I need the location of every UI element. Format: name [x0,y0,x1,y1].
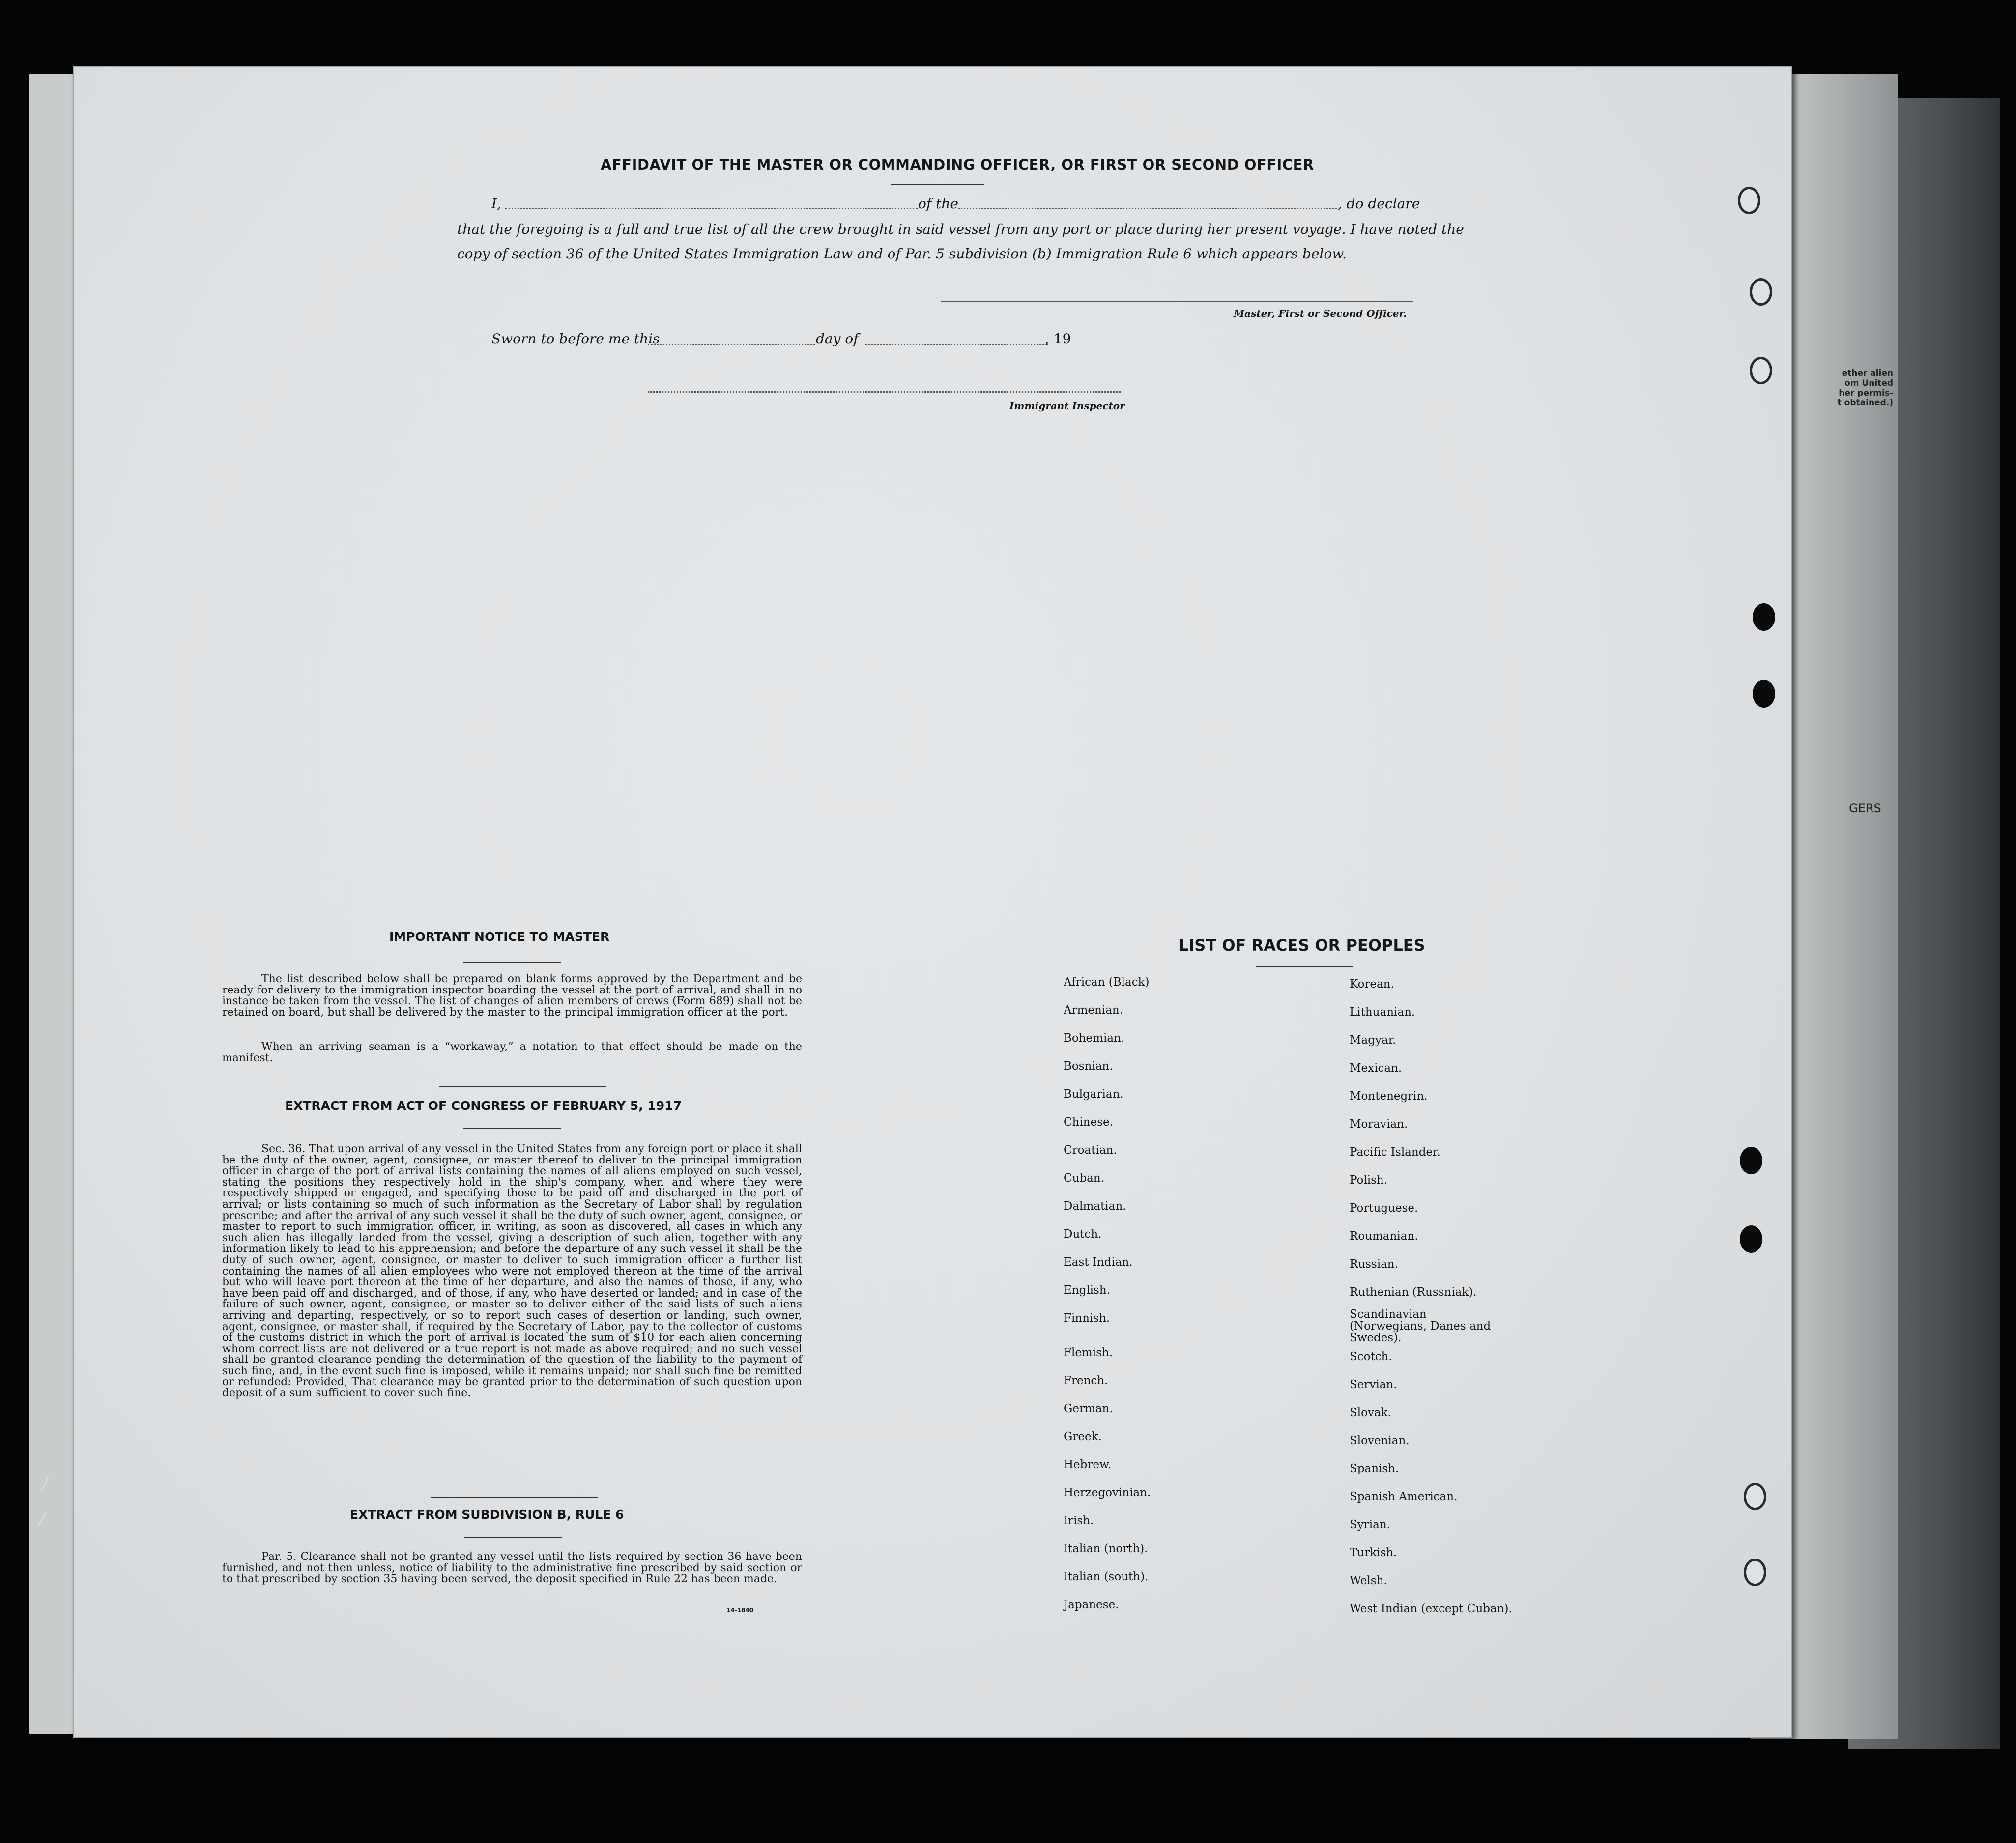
race-left-2: Armenian. [1064,1004,1123,1017]
underlying-text-fragment-3: her permis- [1839,388,1893,398]
act-divider-top [439,1086,606,1087]
race-left-16: German. [1064,1402,1113,1415]
race-left-13: Finnish. [1064,1312,1110,1325]
year-label: , 19 [1045,331,1071,347]
race-left-14: Flemish. [1064,1346,1113,1359]
binder-hole-6 [1740,1147,1762,1174]
underlying-text-fragment-2: om United [1844,378,1893,388]
race-left-11: East Indian. [1064,1256,1133,1269]
binder-hole-3 [1750,357,1772,384]
race-right-23: West Indian (except Cuban). [1350,1602,1512,1615]
rule-divider-top [431,1497,598,1498]
race-left-18: Hebrew. [1064,1458,1112,1471]
race-right-22: Welsh. [1350,1574,1387,1587]
race-left-12: English. [1064,1284,1110,1297]
race-left-5: Bulgarian. [1064,1088,1123,1101]
race-left-6: Chinese. [1064,1116,1113,1129]
edge-pencil-mark-1: / [42,1474,48,1494]
race-left-22: Italian (south). [1064,1570,1149,1583]
race-left-21: Italian (north). [1064,1542,1148,1555]
race-right-15: Servian. [1350,1378,1397,1391]
race-right-2: Lithuanian. [1350,1006,1415,1019]
race-right-12: Ruthenian (Russniak). [1350,1286,1477,1299]
race-right-1: Korean. [1350,978,1394,991]
race-right-3: Magyar. [1350,1034,1396,1047]
binder-hole-4 [1753,603,1775,631]
race-right-6: Moravian. [1350,1118,1408,1131]
race-left-3: Bohemian. [1064,1032,1125,1045]
affidavit-sheet [73,66,1792,1738]
master-caption: Master, First or Second Officer. [1234,308,1407,319]
binder-hole-2 [1750,278,1772,306]
race-right-7: Pacific Islander. [1350,1146,1440,1159]
binder-hole-9 [1744,1559,1766,1586]
affidavit-title: AFFIDAVIT OF THE MASTER OR COMMANDING OFFICER, OR FIRST OR SECOND OFFICER [601,156,1314,173]
race-right-17: Slovenian. [1350,1434,1410,1447]
binder-hole-7 [1740,1225,1762,1253]
act-extract-title: EXTRACT FROM ACT OF CONGRESS OF FEBRUARY 5, 1917 [285,1099,682,1113]
vessel-blank [958,208,1337,209]
race-right-5: Montenegrin. [1350,1090,1428,1103]
race-right-8: Polish. [1350,1174,1388,1187]
underlying-text-fragment-1: ether alien [1842,369,1893,378]
sworn-day-blank [648,344,815,345]
race-left-15: French. [1064,1374,1108,1387]
binder-hole-1 [1738,187,1760,214]
race-right-19: Spanish American. [1350,1490,1458,1503]
race-left-4: Bosnian. [1064,1060,1113,1073]
title-divider [891,184,984,185]
race-left-23: Japanese. [1064,1598,1119,1611]
notice-paragraph-1: The list described below shall be prepared on blank forms approved by the Department and be ready for delivery to the immigration inspector boarding the vessel at the port of arrival, and shall in no instance be taken from the vessel. The list of changes of alien members of crews (Form 689) shall not be retained on board, but shall be delivered by the master to the principal immigration officer at the port. [222,973,802,1019]
act-divider [463,1128,561,1129]
sworn-month-blank [865,344,1048,345]
notice-title: IMPORTANT NOTICE TO MASTER [389,930,610,944]
race-right-18: Spanish. [1350,1462,1399,1475]
day-of-label: day of [816,331,859,347]
rule-extract-title: EXTRACT FROM SUBDIVISION B, RULE 6 [350,1507,624,1522]
race-left-19: Herzegovinian. [1064,1486,1151,1499]
edge-pencil-mark-2: / [39,1509,45,1529]
form-number: 14-1840 [726,1607,754,1614]
race-right-11: Russian. [1350,1258,1398,1271]
name-blank [505,208,918,209]
master-signature-line [941,301,1413,302]
act-extract-text: Sec. 36. That upon arrival of any vessel in the United States from any foreign port or place it shall be the duty of the owner, agent, consignee, or master thereof to deliver to the principal immigration officer in charge of the port of arrival lists containing the names of all aliens employed on such vessel, stating the positions they respectively hold in the ship's company, when and where they were respectively shipped or engaged, and specifying those to be paid off and discharged in the port of arrival; or lists containing so much of such information as the Secretary of Labor shall by regulation prescribe; and after the arrival of any such vessel it shall be the duty of such owner, agent, consignee, or master to report to such immigration officer, in writing, as soon as discovered, all cases in which any such alien has illegally landed from the vessel, giving a description of such alien, together with any information likely to lead to his apprehension; and before the departure of any such vessel it shall be the duty of such owner, agent, consignee, or master to deliver to such immigration officer a further list containing the names of all alien employees who were not employed thereon at the time of the arrival but who will leave port thereon at the time of her departure, and also the names of those, if any, who have been paid off and discharged, and of those, if any, who have deserted or landed; and in case of the failure of such owner, agent, consignee, or master so to deliver either of the said lists of such aliens arriving and departing, respectively, or so to report such cases of desertion or landing, such owner, agent, consignee, or master shall, if required by the Secretary of Labor, pay to the collector of customs of the customs district in which the port of arrival is located the sum of $10 for each alien concerning whom correct lists are not delivered or a true report is not made as above required; and no such vessel shall be granted clearance pending the determination of the question of the liability to the payment of such fine, and, in the event such fine is imposed, while it remains unpaid; nor shall such fine be remitted or refunded: Provided, That clearance may be granted prior to the determination of such question upon deposit of a sum sufficient to cover such fine. [222,1143,802,1400]
inspector-caption: Immigrant Inspector [1009,400,1125,412]
race-left-10: Dutch. [1064,1228,1102,1241]
race-left-7: Croatian. [1064,1144,1117,1157]
affidavit-do-declare: , do declare [1338,196,1420,212]
race-right-4: Mexican. [1350,1062,1402,1075]
binder-hole-5 [1753,680,1775,708]
underlying-text-fragment-4: t obtained.) [1837,398,1893,408]
race-right-13: Scandinavian (Norwegians, Danes and Swedes). [1350,1308,1491,1344]
race-right-20: Syrian. [1350,1518,1390,1531]
affidavit-of-the-label: of the [918,196,958,212]
race-left-9: Dalmatian. [1064,1200,1126,1213]
race-right-21: Turkish. [1350,1546,1397,1559]
binder-hole-8 [1744,1483,1766,1510]
affidavit-body-line-1: that the foregoing is a full and true list of all the crew brought in said vessel from any port or place during her present voyage. I have noted the [457,221,1464,237]
sworn-label: Sworn to before me this [491,331,660,347]
affidavit-i-label: I, [491,196,501,212]
race-right-14: Scotch. [1350,1350,1392,1363]
notice-paragraph-2: When an arriving seaman is a “workaway,” a notation to that effect should be made on the manifest. [222,1041,802,1064]
race-right-10: Roumanian. [1350,1230,1418,1243]
affidavit-body-line-2: copy of section 36 of the United States Immigration Law and of Par. 5 subdivision (b) Immigration Rule 6 which appears below. [457,246,1347,262]
race-right-9: Portuguese. [1350,1202,1418,1215]
races-title: LIST OF RACES OR PEOPLES [1179,936,1425,955]
race-left-1: African (Black) [1064,976,1150,989]
underlying-text-fragment-5: GERS [1849,801,1881,815]
race-left-20: Irish. [1064,1514,1094,1527]
races-divider [1256,966,1353,967]
rule-extract-text: Par. 5. Clearance shall not be granted any vessel until the lists required by section 36 have been furnished, and not then unless, notice of liability to the administrative fine prescribed by said section or to that prescribed by section 35 having been served, the deposit specified in Rule 22 has been made. [222,1551,802,1586]
notice-divider [463,962,561,963]
race-right-16: Slovak. [1350,1406,1391,1419]
race-left-17: Greek. [1064,1430,1102,1443]
inspector-signature-line [648,391,1121,393]
race-left-8: Cuban. [1064,1172,1104,1185]
rule-divider [464,1537,562,1538]
